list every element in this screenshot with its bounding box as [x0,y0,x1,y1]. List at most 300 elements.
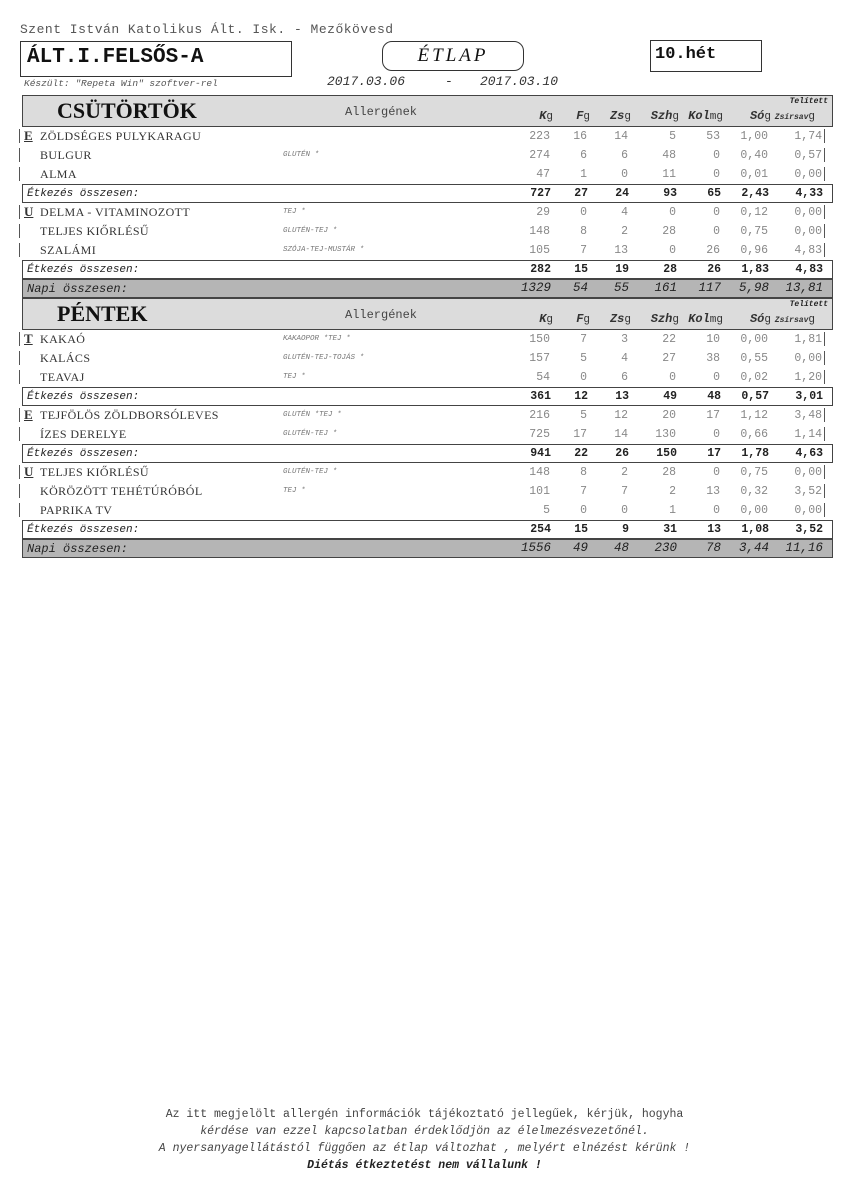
meal-total-row [22,520,833,539]
row-end-marker [824,351,825,365]
value-cell: 150 [656,447,677,460]
column-name: Só [749,109,765,123]
menu-item-row [22,127,833,146]
value-cell: 14 [614,428,628,441]
value-cell: 0,00 [794,206,822,219]
footer-disclaimer: Diétás étkeztetést nem vállalunk ! [307,1159,542,1172]
value-cell: 12 [614,409,628,422]
row-end-marker [824,243,825,257]
column-header [576,109,590,123]
value-cell: 0 [713,149,720,162]
item-name: TEJFÖLÖS ZÖLDBORSÓLEVES [40,408,219,422]
column-unit: g [764,111,771,123]
menu-item-row [22,406,833,425]
day-total-label: Napi összesen: [27,282,128,296]
value-cell: 1,74 [794,130,822,143]
value-cell: 130 [655,428,676,441]
footer-line: kérdése van ezzel kapcsolatban érdeklődjön az élelmezésvezetőnél. [200,1125,649,1138]
column-header [750,109,771,123]
column-header [610,312,631,326]
value-cell: 1556 [520,541,551,555]
saturated-header-top: Telített [789,300,828,309]
value-cell: 1,00 [740,130,768,143]
value-cell: 12 [574,390,588,403]
value-cell: 14 [614,130,628,143]
row-end-marker [824,370,825,384]
value-cell: 0,66 [740,428,768,441]
value-cell: 1329 [520,281,551,295]
column-header [610,109,631,123]
value-cell: 2 [669,485,676,498]
menu-item-row [22,203,833,222]
column-header [539,109,553,123]
value-cell: 0 [713,168,720,181]
date-to: 2017.03.10 [480,74,559,89]
item-allergens: GLUTÉN-TEJ-TOJÁS * [283,354,365,362]
value-cell: 0,55 [740,352,768,365]
value-cell: 13 [615,390,629,403]
day-header [22,95,833,127]
value-cell: 28 [663,263,677,276]
column-header [576,312,590,326]
item-name: TELJES KIŐRLÉSŰ [40,224,149,238]
value-cell: 101 [529,485,550,498]
value-cell: 1,83 [741,263,769,276]
value-cell: 0 [580,371,587,384]
item-name: PAPRIKA TV [40,503,113,517]
value-cell: 2 [621,225,628,238]
row-marker [19,465,20,479]
value-cell: 0,00 [794,225,822,238]
menu-item-row [22,425,833,444]
value-cell: 216 [529,409,550,422]
row-marker [19,427,20,441]
meal-code: U [24,204,34,219]
footer-line: A nyersanyagellátástól függően az étlap változhat , melyért elnézést kérünk ! [158,1142,691,1155]
column-name: Kol [688,312,710,326]
value-cell: 29 [536,206,550,219]
column-unit: g [808,111,815,123]
column-name: Zsírsav [774,316,809,325]
value-cell: 13,81 [785,281,823,295]
column-name: K [539,109,547,123]
item-allergens: TEJ * [283,208,306,216]
value-cell: 361 [530,390,551,403]
column-header [775,111,815,123]
group-name: ÁLT.I.FELSŐS-A [27,46,204,69]
school-name: Szent István Katolikus Ált. Isk. - Mezőkövesd [20,22,394,37]
value-cell: 4,83 [795,263,823,276]
column-unit: g [672,314,679,326]
value-cell: 5 [669,130,676,143]
value-cell: 28 [662,466,676,479]
value-cell: 274 [529,149,550,162]
item-name: DELMA - VITAMINOZOTT [40,205,191,219]
allergens-header: Allergének [345,105,418,119]
item-allergens: SZÓJA-TEJ-MUSTÁR * [283,246,365,254]
value-cell: 0,00 [794,504,822,517]
value-cell: 26 [706,244,720,257]
value-cell: 161 [654,281,677,295]
value-cell: 0,00 [740,504,768,517]
item-name: SZALÁMI [40,243,97,257]
item-name: ALMA [40,167,77,181]
value-cell: 0 [713,225,720,238]
value-cell: 5 [543,504,550,517]
value-cell: 0 [669,371,676,384]
value-cell: 4 [621,206,628,219]
value-cell: 0,00 [740,333,768,346]
menu-item-row [22,482,833,501]
column-name: Zs [609,312,625,326]
value-cell: 0 [621,168,628,181]
column-name: K [539,312,547,326]
item-name: BULGUR [40,148,92,162]
date-from: 2017.03.06 [327,74,406,89]
menu-item-row [22,222,833,241]
value-cell: 26 [615,447,629,460]
value-cell: 3,44 [738,541,769,555]
value-cell: 2,43 [741,187,769,200]
column-unit: g [583,111,590,123]
value-cell: 941 [530,447,551,460]
value-cell: 0,40 [740,149,768,162]
week-box [650,40,762,72]
column-header [688,109,723,123]
value-cell: 0,57 [794,149,822,162]
day-name: CSÜTÖRTÖK [57,98,197,123]
column-name: Só [749,312,765,326]
value-cell: 13 [706,485,720,498]
value-cell: 4,63 [795,447,823,460]
column-header [539,312,553,326]
meal-total-label: Étkezés összesen: [27,188,140,200]
value-cell: 10 [706,333,720,346]
value-cell: 8 [580,466,587,479]
value-cell: 3,01 [795,390,823,403]
value-cell: 6 [621,149,628,162]
value-cell: 27 [574,187,588,200]
column-header [688,312,723,326]
value-cell: 49 [663,390,677,403]
meal-total-row [22,444,833,463]
value-cell: 1,81 [794,333,822,346]
column-header [651,312,679,326]
value-cell: 1,78 [741,447,769,460]
value-cell: 0,00 [794,352,822,365]
value-cell: 4,33 [795,187,823,200]
row-marker [19,224,20,238]
value-cell: 17 [573,428,587,441]
value-cell: 0,02 [740,371,768,384]
row-marker [19,484,20,498]
meal-total-label: Étkezés összesen: [27,448,140,460]
value-cell: 0,32 [740,485,768,498]
column-name: Szh [650,312,673,326]
column-name: Kol [688,109,710,123]
value-cell: 78 [705,541,721,555]
value-cell: 0,96 [740,244,768,257]
meal-total-label: Étkezés összesen: [27,391,140,403]
menu-item-row [22,349,833,368]
group-box [20,41,292,77]
meal-total-label: Étkezés összesen: [27,524,140,536]
row-marker [19,148,20,162]
value-cell: 26 [707,263,721,276]
date-separator: - [445,74,453,89]
value-cell: 48 [613,541,629,555]
value-cell: 17 [707,447,721,460]
value-cell: 254 [530,523,551,536]
value-cell: 0 [621,504,628,517]
week-label: 10.hét [655,45,717,64]
row-marker [19,351,20,365]
column-name: F [576,109,584,123]
value-cell: 4,83 [794,244,822,257]
footer-line: Az itt megjelölt allergén információk tájékoztató jellegűek, kérjük, hogyha [165,1108,684,1121]
row-marker [19,332,20,346]
value-cell: 2 [621,466,628,479]
menu-item-row [22,241,833,260]
menu-item-row [22,501,833,520]
item-allergens: GLUTÉN * [283,151,320,159]
value-cell: 24 [615,187,629,200]
item-allergens: GLUTÉN *TEJ * [283,411,342,419]
row-marker [19,408,20,422]
menu-item-row [22,330,833,349]
column-name: Szh [650,109,673,123]
day-name: PÉNTEK [57,301,148,326]
value-cell: 150 [529,333,550,346]
value-cell: 3,52 [795,523,823,536]
column-name: Zs [609,109,625,123]
value-cell: 38 [706,352,720,365]
value-cell: 148 [529,225,550,238]
value-cell: 1,14 [794,428,822,441]
value-cell: 5,98 [738,281,769,295]
day-header [22,298,833,330]
meal-total-label: Étkezés összesen: [27,264,140,276]
value-cell: 55 [613,281,629,295]
meal-total-row [22,387,833,406]
value-cell: 20 [662,409,676,422]
value-cell: 0,75 [740,466,768,479]
value-cell: 7 [580,485,587,498]
value-cell: 3 [621,333,628,346]
row-end-marker [824,224,825,238]
value-cell: 1,08 [741,523,769,536]
column-unit: g [764,314,771,326]
column-unit: g [624,314,631,326]
value-cell: 0,12 [740,206,768,219]
meal-total-row [22,260,833,279]
value-cell: 1,20 [794,371,822,384]
value-cell: 0 [669,206,676,219]
value-cell: 1,12 [740,409,768,422]
value-cell: 8 [580,225,587,238]
meal-code: U [24,464,34,479]
value-cell: 7 [621,485,628,498]
saturated-header-top: Telített [789,97,828,106]
value-cell: 47 [536,168,550,181]
row-marker [19,167,20,181]
item-allergens: TEJ * [283,487,306,495]
page-title: ÉTLAP [417,45,489,66]
column-unit: g [546,111,553,123]
value-cell: 5 [580,409,587,422]
value-cell: 7 [580,333,587,346]
title-box [382,41,524,71]
value-cell: 282 [530,263,551,276]
value-cell: 0 [580,206,587,219]
column-unit: mg [709,314,723,326]
value-cell: 11,16 [785,541,823,555]
row-end-marker [824,167,825,181]
item-name: TELJES KIŐRLÉSŰ [40,465,149,479]
column-unit: g [672,111,679,123]
meal-code: T [24,331,33,346]
item-allergens: GLUTÉN-TEJ * [283,430,338,438]
meal-code: E [24,128,33,143]
value-cell: 11 [662,168,676,181]
value-cell: 0 [713,504,720,517]
value-cell: 5 [580,352,587,365]
value-cell: 27 [662,352,676,365]
value-cell: 53 [706,130,720,143]
value-cell: 0 [713,371,720,384]
column-name: F [576,312,584,326]
meal-code: E [24,407,33,422]
value-cell: 0 [713,206,720,219]
item-allergens: GLUTÉN-TEJ * [283,468,338,476]
value-cell: 223 [529,130,550,143]
row-marker [19,205,20,219]
value-cell: 3,48 [794,409,822,422]
value-cell: 54 [572,281,588,295]
row-end-marker [824,503,825,517]
value-cell: 93 [663,187,677,200]
value-cell: 17 [706,409,720,422]
row-end-marker [824,484,825,498]
value-cell: 0 [713,428,720,441]
value-cell: 0,00 [794,466,822,479]
value-cell: 1 [580,168,587,181]
item-name: KALÁCS [40,351,91,365]
column-unit: g [624,111,631,123]
value-cell: 230 [654,541,677,555]
value-cell: 0,00 [794,168,822,181]
value-cell: 727 [530,187,551,200]
meal-total-row [22,184,833,203]
value-cell: 28 [662,225,676,238]
value-cell: 13 [614,244,628,257]
item-name: TEAVAJ [40,370,85,384]
day-section-2 [22,298,833,558]
value-cell: 15 [574,263,588,276]
row-marker [19,503,20,517]
value-cell: 9 [622,523,629,536]
value-cell: 6 [621,371,628,384]
value-cell: 0 [669,244,676,257]
column-unit: g [546,314,553,326]
value-cell: 6 [580,149,587,162]
column-unit: mg [709,111,723,123]
menu-item-row [22,146,833,165]
value-cell: 1 [669,504,676,517]
column-header [775,314,815,326]
value-cell: 16 [573,130,587,143]
value-cell: 725 [529,428,550,441]
value-cell: 157 [529,352,550,365]
value-cell: 22 [662,333,676,346]
day-total-label: Napi összesen: [27,542,128,556]
column-name: Zsírsav [774,113,809,122]
menu-item-row [22,165,833,184]
row-end-marker [824,332,825,346]
value-cell: 65 [707,187,721,200]
value-cell: 31 [663,523,677,536]
item-allergens: TEJ * [283,373,306,381]
column-header [651,109,679,123]
value-cell: 7 [580,244,587,257]
value-cell: 19 [615,263,629,276]
item-allergens: GLUTÉN-TEJ * [283,227,338,235]
value-cell: 15 [574,523,588,536]
day-total-row [22,279,833,298]
value-cell: 0,01 [740,168,768,181]
allergens-header: Allergének [345,308,418,322]
value-cell: 0 [713,466,720,479]
value-cell: 22 [574,447,588,460]
item-name: KÖRÖZÖTT TEHÉTÚRÓBÓL [40,484,203,498]
value-cell: 13 [707,523,721,536]
value-cell: 0,57 [741,390,769,403]
column-unit: g [808,314,815,326]
column-header [750,312,771,326]
item-allergens: KAKAOPOR *TEJ * [283,335,351,343]
row-end-marker [824,148,825,162]
row-end-marker [824,427,825,441]
row-end-marker [824,465,825,479]
menu-item-row [22,368,833,387]
value-cell: 117 [698,281,721,295]
value-cell: 54 [536,371,550,384]
row-end-marker [824,129,825,143]
row-marker [19,243,20,257]
value-cell: 49 [572,541,588,555]
item-name: ÍZES DERELYE [40,427,127,441]
value-cell: 148 [529,466,550,479]
value-cell: 105 [529,244,550,257]
value-cell: 4 [621,352,628,365]
value-cell: 48 [662,149,676,162]
value-cell: 48 [707,390,721,403]
footer-note [0,1106,849,1174]
day-section-1 [22,95,833,298]
day-total-row [22,539,833,558]
value-cell: 0,75 [740,225,768,238]
item-name: ZÖLDSÉGES PULYKARAGU [40,129,202,143]
value-cell: 0 [580,504,587,517]
value-cell: 3,52 [794,485,822,498]
column-unit: g [583,314,590,326]
row-end-marker [824,205,825,219]
software-note: Készült: "Repeta Win" szoftver-rel [24,78,218,89]
row-marker [19,129,20,143]
row-marker [19,370,20,384]
row-end-marker [824,408,825,422]
menu-item-row [22,463,833,482]
